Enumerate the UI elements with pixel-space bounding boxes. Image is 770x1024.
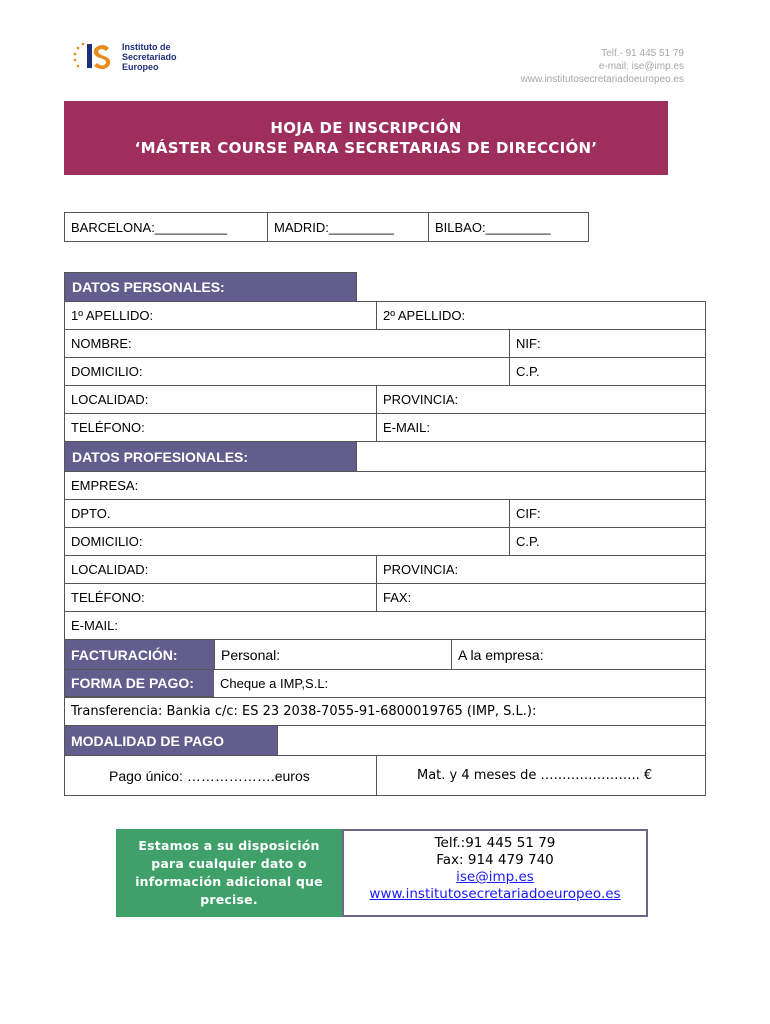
city-madrid-field[interactable]: MADRID:_________	[268, 212, 429, 242]
logo-text	[122, 42, 177, 72]
header-email: e-mail: ise@imp.es	[598, 61, 684, 72]
registration-form	[64, 272, 706, 796]
header-contact	[521, 47, 684, 86]
form-row	[64, 330, 706, 358]
provincia-field[interactable]: PROVINCIA:	[376, 386, 705, 413]
logo-line-2: Secretariado	[122, 52, 177, 62]
info-message-line-2: para cualquier dato o	[151, 856, 307, 871]
nombre-field[interactable]: NOMBRE:	[71, 336, 132, 351]
dpto-field[interactable]: DPTO.	[71, 506, 111, 521]
personal-section-title: DATOS PERSONALES:	[64, 272, 357, 302]
single-payment-option[interactable]: Pago único: ……………….euros	[109, 767, 310, 784]
header-phone: Telf.- 91 445 51 79	[601, 48, 684, 59]
modality-header-row	[64, 726, 706, 756]
apellido2-field[interactable]: 2º APELLIDO:	[376, 302, 705, 329]
contact-phone: Telf.:91 445 51 79	[434, 835, 556, 851]
ise-logo-icon	[72, 40, 120, 72]
billing-row	[64, 640, 706, 670]
modality-header-filler	[277, 726, 705, 755]
transfer-row	[64, 698, 706, 726]
ise-logo	[72, 40, 202, 72]
modality-title: MODALIDAD DE PAGO	[65, 726, 277, 755]
form-row	[64, 386, 706, 414]
email-field[interactable]: E-MAIL:	[376, 414, 705, 441]
logo-line-3: Europeo	[122, 62, 159, 72]
city-barcelona-field[interactable]: BARCELONA:__________	[64, 212, 268, 242]
contact-website-link[interactable]: www.institutosecretariadoeuropeo.es	[369, 886, 621, 902]
info-message-line-1: Estamos a su disposición	[138, 838, 320, 853]
form-row	[64, 500, 706, 528]
empresa-cp-field[interactable]: C.P.	[509, 528, 705, 555]
section-header-filler	[357, 442, 706, 472]
fax-field[interactable]: FAX:	[376, 584, 705, 611]
contact-box	[342, 829, 648, 917]
city-selector	[64, 212, 589, 242]
form-row	[64, 612, 706, 640]
header-website: www.institutosecretariadoeuropeo.es	[520, 74, 684, 85]
empresa-domicilio-field[interactable]: DOMICILIO:	[71, 534, 143, 549]
info-message-line-3: información adicional que	[135, 874, 323, 889]
professional-section-title: DATOS PROFESIONALES:	[64, 442, 357, 472]
course-title: ‘MÁSTER COURSE PARA SECRETARIAS DE DIRECCIÓN’	[134, 139, 598, 157]
payment-title: FORMA DE PAGO:	[65, 670, 214, 697]
domicilio-field[interactable]: DOMICILIO:	[71, 364, 143, 379]
empresa-email-field[interactable]: E-MAIL:	[71, 618, 118, 633]
section-header-filler	[357, 272, 706, 302]
contact-fax: Fax: 914 479 740	[436, 852, 554, 868]
payment-transfer-option[interactable]: Transferencia: Bankia c/c: ES 23 2038-7055-91-6800019765 (IMP, S.L.):	[71, 704, 537, 719]
localidad-field[interactable]: LOCALIDAD:	[71, 392, 149, 407]
form-row	[64, 358, 706, 386]
form-row	[64, 302, 706, 330]
cp-field[interactable]: C.P.	[509, 358, 705, 385]
empresa-localidad-field[interactable]: LOCALIDAD:	[71, 562, 149, 577]
billing-title: FACTURACIÓN:	[65, 640, 214, 669]
form-title: HOJA DE INSCRIPCIÓN	[270, 119, 462, 137]
form-row	[64, 584, 706, 612]
modality-options-row	[64, 756, 706, 796]
telefono-field[interactable]: TELÉFONO:	[71, 420, 145, 435]
title-banner	[64, 101, 668, 175]
professional-section-header	[64, 442, 706, 472]
apellido1-field[interactable]: 1º APELLIDO:	[71, 308, 154, 323]
payment-cheque-option[interactable]: Cheque a IMP,S.L:	[220, 676, 329, 691]
installments-option[interactable]: Mat. y 4 meses de ………………….. €	[376, 756, 705, 795]
city-bilbao-field[interactable]: BILBAO:_________	[429, 212, 589, 242]
empresa-provincia-field[interactable]: PROVINCIA:	[376, 556, 705, 583]
form-row	[64, 472, 706, 500]
form-row	[64, 528, 706, 556]
logo-line-1: Instituto de	[122, 42, 171, 52]
empresa-telefono-field[interactable]: TELÉFONO:	[71, 590, 145, 605]
payment-row	[64, 670, 706, 698]
billing-company-option[interactable]: A la empresa:	[451, 640, 705, 669]
form-row	[64, 414, 706, 442]
info-message-line-4: precise.	[200, 892, 258, 907]
billing-personal-option[interactable]: Personal:	[214, 640, 451, 669]
empresa-field[interactable]: EMPRESA:	[71, 478, 139, 493]
form-row	[64, 556, 706, 584]
info-message-box	[116, 829, 342, 917]
personal-section-header	[64, 272, 706, 302]
nif-field[interactable]: NIF:	[509, 330, 705, 357]
contact-email-link[interactable]: ise@imp.es	[456, 869, 534, 885]
cif-field[interactable]: CIF:	[509, 500, 705, 527]
